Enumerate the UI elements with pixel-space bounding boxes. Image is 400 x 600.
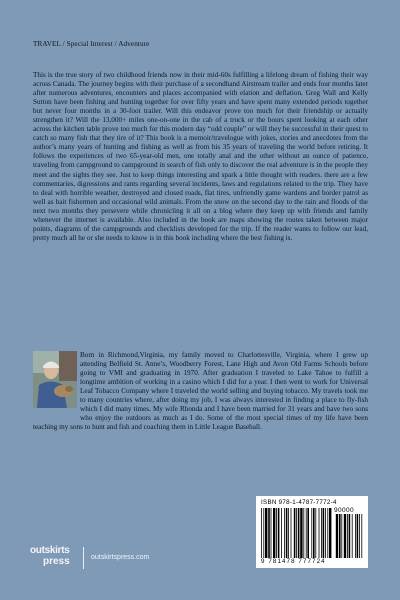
price-code: 90000 xyxy=(334,507,355,514)
publisher-website: outskirtspress.com xyxy=(91,554,150,561)
barcode-bars xyxy=(261,508,363,558)
author-bio-text: Born in Richmond,Virginia, my family moved to Charlottesville, Virginia, where I grew up attending Belfield St. Anne’s, Woodberry Forest, Lane High and Avon Old Farms Schools before going to VMI and graduating in 1970. After graduation I traveled to Lake Tahoe to fulfill a longtime ambition of working in a casino which I did for a year. I then went to work for Universal Leaf Tobacco Company where I traveled the world selling and buying tobacco. My travels took me to many countries where, after doing my job, I was always interested in finding a place to fly-fish which I did many times. My wife Rhonda and I have been married for 31 years and have two sons who enjoy the outdoors as much as I do. Some of the most special times of my life have been teaching my sons to hunt and fish and coaching them in Little League Baseball. xyxy=(33,351,368,432)
barcode-digits: 9 781478 777724 xyxy=(261,558,326,565)
isbn-barcode xyxy=(256,496,368,568)
publisher-logo-line1: outskirts xyxy=(30,545,70,556)
book-description: This is the true story of two childhood friends now in their mid-60s fulfilling a lifelong dream of fishing their way across Canada. The journey begins with their purchase of a secondhand Airstream trailer and ends four months later after numerous adventures, encounters and places accompanied with elation and deflation. Greg Wall and Kelly Sutton have been fishing and hunting together for over fifty years and have spent many extended periods together but never four months in a 30-foot trailer. Will this endeavor prove too much for their friendship or actually strengthen it? Will the 13,000+ miles one-on-one in the cab of a truck or the hours spent looking at each other across the kitchen table prove too much for this modern day “odd couple” or will they be successful in their quest to catch so many fish that they tire of it? This book is a memoir/travelogue with jokes, stories and anecdotes from the author’s many years of hunting and fishing as well as from his 35 years of traveling the world before retiring. It follows the experiences of two 65-year-old men, one totally anal and the other without an ounce of patience, traveling from campground to campground in search of fish only to discover the real adventure is in the people they meet and the sights they see. Just to keep things interesting and spark a little thought with readers. there are a few commentaries, digressions and rants regarding several incidents, laws and regulations related to the trip. They have to deal with horrible weather, destroyed and closed roads, flat tires, unfriendly game wardens and border patrol as well as bait fishermen and occasional wild animals. From the snow on the second day to the rain and floods of the next two months they persevere while chronicling it all on a blog where they keep up with friends and family whenever the internet is available. Also included in the book are maps showing the routes taken between major points, diagrams of the campgrounds and checklists developed for the trip. If the reader wants to follow our lead, pretty much all he or she needs to know is in this book including where the best fishing is. xyxy=(33,71,368,242)
publisher-logo xyxy=(30,545,88,570)
publisher-logo-line2: press xyxy=(43,556,70,567)
category-label: TRAVEL / Special Interest / Adventure xyxy=(33,40,150,48)
logo-divider xyxy=(83,547,84,569)
isbn-number: ISBN 978-1-4787-7772-4 xyxy=(261,499,337,506)
author-bio xyxy=(33,351,368,432)
